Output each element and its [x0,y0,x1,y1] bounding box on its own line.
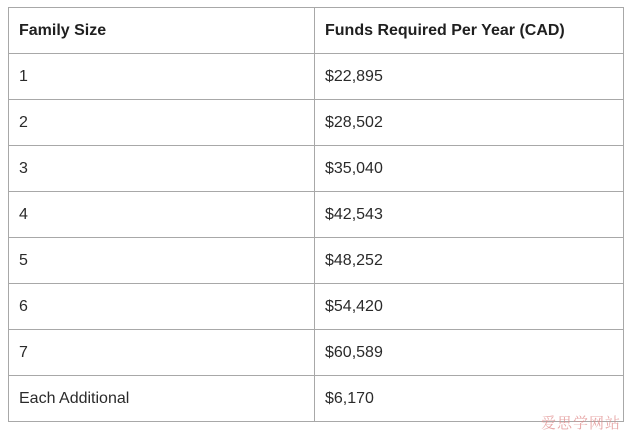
table-row [9,284,624,330]
family-size-cell: 6 [9,284,315,330]
table-row [9,192,624,238]
funds-required-cell: $54,420 [315,284,624,330]
funds-required-cell: $28,502 [315,100,624,146]
family-size-cell: 3 [9,146,315,192]
table-row [9,330,624,376]
family-size-cell: 4 [9,192,315,238]
family-size-cell: Each Additional [9,376,315,422]
table-header-row [9,8,624,54]
funds-required-cell: $6,170 [315,376,624,422]
watermark-text: 爱思学网站 [540,414,621,432]
funds-table [8,7,624,422]
family-size-cell: 5 [9,238,315,284]
table-row [9,376,624,422]
funds-required-cell: $60,589 [315,330,624,376]
funds-required-cell: $22,895 [315,54,624,100]
header-funds-required: Funds Required Per Year (CAD) [315,8,624,54]
funds-required-cell: $48,252 [315,238,624,284]
family-size-cell: 2 [9,100,315,146]
table-row [9,238,624,284]
table-row [9,100,624,146]
table-row [9,146,624,192]
header-family-size: Family Size [9,8,315,54]
funds-required-cell: $35,040 [315,146,624,192]
family-size-cell: 1 [9,54,315,100]
funds-table-container [8,7,624,422]
table-row [9,54,624,100]
funds-required-cell: $42,543 [315,192,624,238]
family-size-cell: 7 [9,330,315,376]
